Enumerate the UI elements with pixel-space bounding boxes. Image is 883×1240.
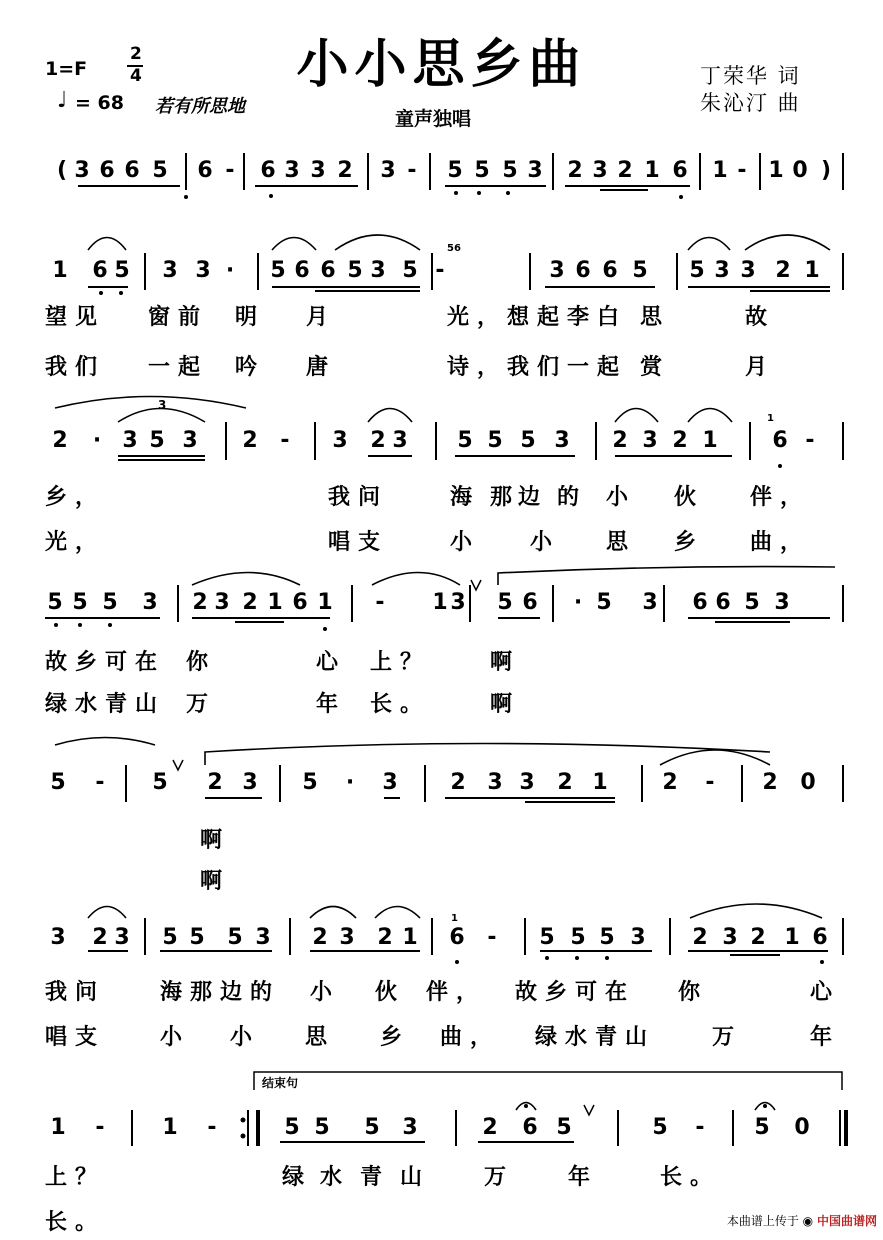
note: 2 [557,770,573,795]
lyric-text: 绿水青山 [45,692,166,717]
note: 3 [774,590,790,615]
lyric-text: 的 [557,485,588,510]
note: 5 [652,1115,668,1140]
note: 6 [449,925,465,950]
lyric-text: 心 [810,980,841,1005]
lyric-text: 上？ [370,650,431,675]
lyric-text: 思 [640,305,671,330]
note: 3 [50,925,66,950]
lyric-text: 明 [235,305,266,330]
note: 5 [364,1115,380,1140]
slurs [55,235,835,918]
note: 5 [570,925,586,950]
note: 1 [702,428,718,453]
ending-bracket [254,1072,842,1090]
note: 3 [142,590,158,615]
lyric-text: 海 [450,485,481,510]
lyric-text: 绿 [282,1165,313,1190]
note: 2 [52,428,68,453]
note: 2 [370,428,386,453]
note: 2 [450,770,466,795]
note: 1 [592,770,608,795]
notation-symbol: - [280,428,290,453]
lyric-text: 伙 [674,485,705,510]
fermatas [516,1103,775,1111]
grace-note: 56 [447,243,461,254]
lyric-text: 曲， [750,530,811,555]
note: 3 [242,770,258,795]
lyric-text: 乡 [674,530,705,555]
note: 5 [487,428,503,453]
note: 3 [487,770,503,795]
grace-note: 1 [767,413,774,424]
note: 3 [380,158,396,183]
note: 5 [189,925,205,950]
note: 3 [370,258,386,283]
note: 2 [662,770,678,795]
note: 1 [267,590,283,615]
lyric-text: 长。 [45,1210,106,1235]
note: 5 [520,428,536,453]
note: 6 [292,590,308,615]
note: 5 [539,925,555,950]
note: 6 [92,258,108,283]
watermark-brand: 中国曲谱网 [816,1214,877,1228]
note: 5 [502,158,518,183]
notation-symbol: - [407,158,417,183]
note: 2 [207,770,223,795]
notation-symbol: - [435,258,445,283]
lyric-text: 一起 [148,355,209,380]
note: 1 [768,158,784,183]
lyric-text: 我问 [328,485,389,510]
note: 1 [804,258,820,283]
note: 1 [402,925,418,950]
lyric-text: 望见 [45,305,106,330]
note: 5 [102,590,118,615]
lyric-text: 万 [186,692,217,717]
note: 1 [162,1115,178,1140]
note: 2 [775,258,791,283]
note: 5 [457,428,473,453]
lyric-text: 伴， [426,980,487,1005]
note: 5 [152,770,168,795]
grace-note: 1 [451,913,458,924]
note: 0 [792,158,808,183]
song-title: 小小思乡曲 [296,34,587,95]
note: 6 [522,590,538,615]
notation-symbol: - [487,925,497,950]
note: 3 [642,428,658,453]
note: 5 [162,925,178,950]
note: 2 [612,428,628,453]
lyric-text: 窗前 [148,305,209,330]
notation-symbol: · [573,590,583,615]
key-signature: 1=F [45,58,88,80]
notation-symbol: - [805,428,815,453]
note: 5 [474,158,490,183]
notation-symbol: · [92,428,102,453]
note: 3 [714,258,730,283]
lyric-text: 心 [316,650,347,675]
note: 5 [314,1115,330,1140]
note: 3 [214,590,230,615]
notation-symbol: - [695,1115,705,1140]
lyric-text: 山 [400,1165,431,1190]
note: 2 [750,925,766,950]
performance-type: 童声独唱 [395,108,472,130]
lyricist-credit: 丁荣华 词 [700,64,801,88]
note: 5 [270,258,286,283]
lyric-text: 啊 [490,650,521,675]
note: 6 [602,258,618,283]
lyric-text: 小 [160,1025,191,1050]
note: 6 [320,258,336,283]
note: 2 [567,158,583,183]
time-signature-bottom: 4 [130,66,142,86]
lyric-text: 年 [568,1165,599,1190]
lyric-text: 唐 [306,355,337,380]
notation-symbol: - [207,1115,217,1140]
note: 3 [332,428,348,453]
lyric-text: 小 [310,980,341,1005]
notation-symbol: ( [56,158,68,183]
note: 1 [712,158,728,183]
lyric-text: 赏 [640,355,671,380]
note: 3 [722,925,738,950]
lyric-text: 那 [490,485,521,510]
note: 2 [337,158,353,183]
note: 6 [672,158,688,183]
note: 3 [630,925,646,950]
note: 5 [152,158,168,183]
lyric-text: 青 [360,1165,391,1190]
note: 1 [317,590,333,615]
lyric-text: 月 [306,305,337,330]
note: 3 [549,258,565,283]
note: 6 [812,925,828,950]
quarter-note-icon: ♩ [57,88,68,113]
note: 6 [99,158,115,183]
note: 2 [312,925,328,950]
lyric-text: 故乡可在 [45,650,166,675]
lyric-text: 故 [745,305,776,330]
note: 6 [715,590,731,615]
notation-symbol: - [375,590,385,615]
note: 3 [519,770,535,795]
note: 6 [197,158,213,183]
note: 6 [772,428,788,453]
note: 3 [195,258,211,283]
note: 0 [800,770,816,795]
lyric-text: 吟 [235,355,266,380]
lyric-text: 唱支 [45,1025,106,1050]
note: 1 [784,925,800,950]
notation-symbol: · [225,258,235,283]
note: 5 [347,258,363,283]
lyric-text: 年 [316,692,347,717]
note: 5 [149,428,165,453]
lyric-text: 水 [320,1165,351,1190]
note: 5 [302,770,318,795]
note: 5 [632,258,648,283]
lyric-text: 伴， [750,485,811,510]
note: 1 [50,1115,66,1140]
lyric-text: 小 [450,530,481,555]
note: 3 [450,590,466,615]
note: 2 [192,590,208,615]
note: 2 [692,925,708,950]
note: 5 [596,590,612,615]
note: 3 [339,925,355,950]
note: 5 [556,1115,572,1140]
note: 5 [114,258,130,283]
lyric-text: 乡 [380,1025,411,1050]
lyric-text: 月 [745,355,776,380]
note: 3 [642,590,658,615]
note: 2 [92,925,108,950]
notation-symbol: - [225,158,235,183]
note: 3 [392,428,408,453]
note: 5 [47,590,63,615]
lyric-text: 小 [606,485,637,510]
lyric-text: 唱支 [328,530,389,555]
note: 1 [432,590,448,615]
note: 3 [255,925,271,950]
lyric-text: 曲， [440,1025,501,1050]
note: 3 [122,428,138,453]
note: 1 [52,258,68,283]
note: 5 [497,590,513,615]
note: 5 [599,925,615,950]
note: 3 [740,258,756,283]
lyric-text: 诗，我们一起 [447,355,628,380]
tempo-marking: = 68 [75,92,124,114]
repeat-dots [241,1118,246,1139]
lyric-text: 光， [45,530,106,555]
note: 0 [794,1115,810,1140]
lyric-text: 乡， [45,485,106,510]
lyric-text: 思 [305,1025,336,1050]
composer-credit: 朱沁汀 曲 [700,91,801,115]
note: 5 [447,158,463,183]
note: 5 [50,770,66,795]
note: 3 [382,770,398,795]
note: 3 [74,158,90,183]
note: 5 [689,258,705,283]
lyric-text: 万 [484,1165,515,1190]
note: 1 [644,158,660,183]
lyric-text: 长。 [660,1165,721,1190]
notation-symbol: - [95,1115,105,1140]
lyric-text: 你 [678,980,709,1005]
note: 2 [377,925,393,950]
note: 2 [482,1115,498,1140]
notation-symbol: - [705,770,715,795]
lyric-text: 啊 [490,692,521,717]
note: 3 [592,158,608,183]
notation-symbol: · [345,770,355,795]
lyric-text: 伙 [375,980,406,1005]
note: 2 [762,770,778,795]
note: 2 [617,158,633,183]
lyric-text: 小 [530,530,561,555]
lyric-text: 绿水青山 [535,1025,656,1050]
time-signature-top: 2 [130,44,142,64]
note: 5 [754,1115,770,1140]
lyric-text: 故乡可在 [515,980,636,1005]
site-logo-icon: ◉ [802,1214,814,1228]
notation-symbol: - [737,158,747,183]
note: 2 [672,428,688,453]
lyric-text: 年 [810,1025,841,1050]
triplet-mark: 3 [158,398,167,412]
lyric-text: 我问 [45,980,106,1005]
ending-label: 结束句 [262,1076,299,1090]
note: 6 [692,590,708,615]
note: 3 [162,258,178,283]
expression-marking: 若有所思地 [155,96,245,117]
note: 3 [310,158,326,183]
lyric-text: 你 [186,650,217,675]
lyric-text: 小 [230,1025,261,1050]
note: 2 [242,428,258,453]
note: 3 [402,1115,418,1140]
lyric-text: 上？ [45,1165,106,1190]
note: 3 [114,925,130,950]
note: 3 [527,158,543,183]
notation-symbol: ) [820,158,832,183]
note: 5 [284,1115,300,1140]
lyric-text: 思 [606,530,637,555]
watermark [727,1212,877,1229]
note: 6 [260,158,276,183]
watermark-text: 本曲谱上传于 [726,1214,799,1228]
note: 2 [242,590,258,615]
note: 3 [182,428,198,453]
note: 3 [284,158,300,183]
lyric-text: 啊 [200,869,231,894]
note: 5 [72,590,88,615]
lyric-text: 海那边的 [160,980,281,1005]
lyric-text: 边 [518,485,549,510]
note: 3 [554,428,570,453]
note: 6 [522,1115,538,1140]
lyric-text: 光，想起李白 [447,305,628,330]
note: 6 [124,158,140,183]
note: 5 [402,258,418,283]
note: 6 [294,258,310,283]
note: 5 [744,590,760,615]
lyric-text: 万 [712,1025,743,1050]
note: 6 [575,258,591,283]
lyric-text: 啊 [200,828,231,853]
notation-symbol: - [95,770,105,795]
note: 5 [227,925,243,950]
lyric-text: 我们 [45,355,106,380]
lyric-text: 长。 [370,692,431,717]
